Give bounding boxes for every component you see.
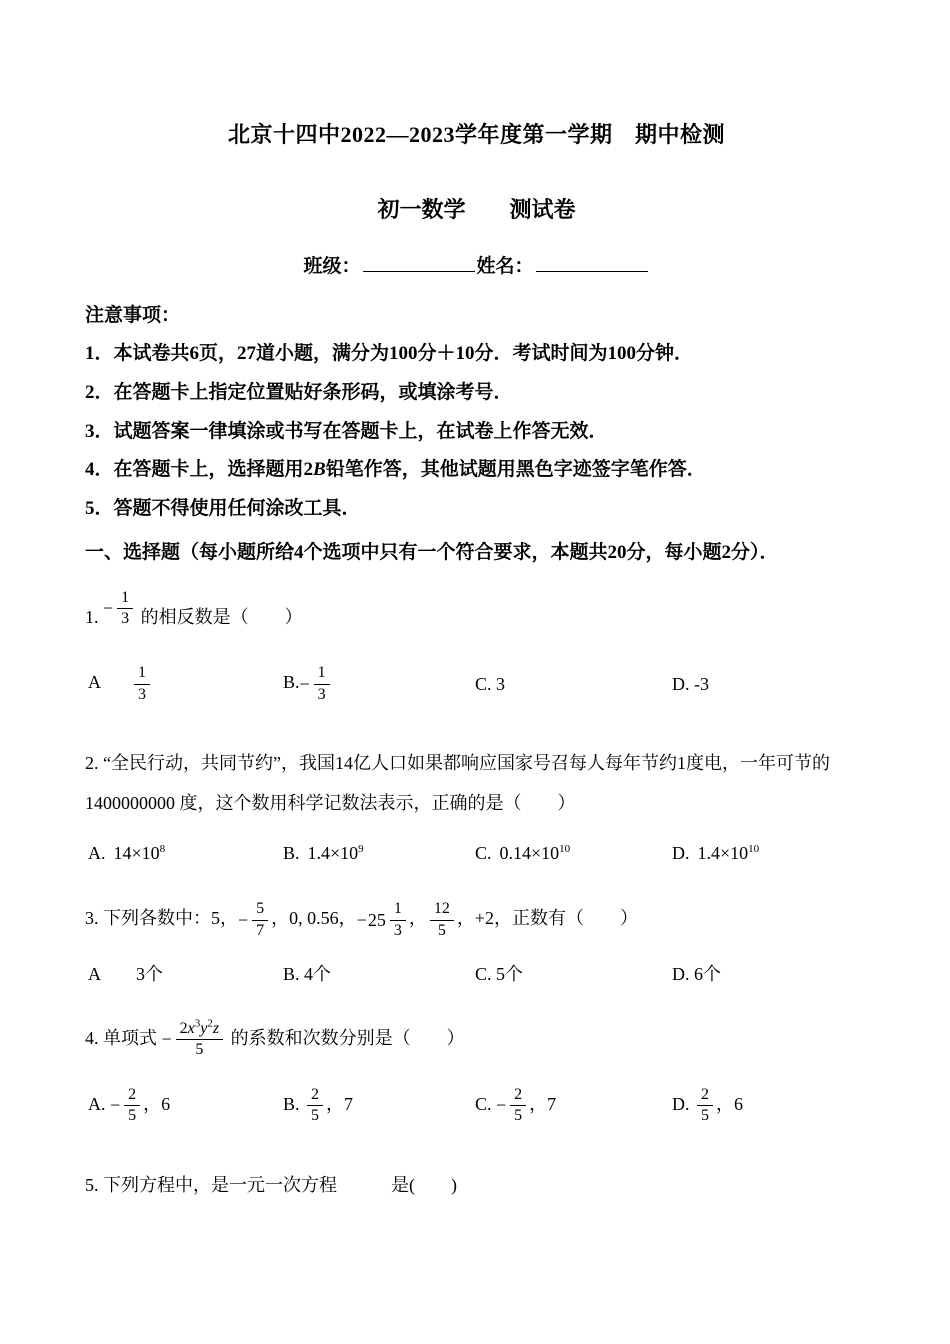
question-5 [85,1172,868,1199]
question-1-fraction: − $\frac{1}{3}$ [103,589,136,629]
name-blank [536,252,648,272]
notice-item-4 [85,458,868,482]
name-label: 姓名： [476,256,534,277]
question-3-text: ，0, 0.56， [271,908,357,929]
question-2-options [88,843,868,864]
notice-item-5: 5．答题不得使用任何涂改工具． [85,498,361,519]
notice-item-1: 1．本试卷共6页，27道小题，满分为100分＋10分．考试时间为100分钟． [85,343,694,364]
sci-notation: $1.4\times 10^9$ [307,843,364,864]
sci-notation: $0.14\times 10^{10}$ [499,843,571,864]
question-4-text: 的系数和次数分别是（ ） [230,1028,465,1049]
question-2-line2: 1400000000 度，这个数用科学记数法表示，正确的是（ ） [85,792,576,813]
notice-heading: 注意事项： [85,305,181,326]
section-heading: 一、选择题（每小题所给4个选项中只有一个符合要求，本题共20分，每小题2分）． [85,541,779,563]
question-1-text: 的相反数是（ ） [140,606,303,627]
question-3-text: 3. 下列各数中：5， [85,908,238,929]
notice-section [85,300,868,565]
option-2d: D. $1.4\times 10^{10}$ [672,843,760,864]
question-3-text: ， [408,908,427,929]
exam-title: 北京十四中2022—2023学年度第一学期 期中检测 [227,122,725,147]
option-3d: D. 6个 [672,964,721,985]
option-2b: B. $1.4\times 10^9$ [283,843,364,864]
notice-item-4-text2: 铅笔作答，其他试题用黑色字迹签字笔作答． [325,459,706,481]
option-4b: B. $\frac{2}{5}$ ，7 [283,1085,354,1125]
notice-item-3: 3．试题答案一律填涂或书写在答题卡上，在试卷上作答无效． [85,420,608,442]
fraction: $\frac{2}{5}$ [304,1086,326,1126]
option-1b: B.− $\frac{1}{3}$ [283,664,475,704]
option-3a: A 3个 [88,964,164,985]
notice-item-2: 2．在答题卡上指定位置贴好条形码，或填涂考号． [85,381,513,403]
question-4-options [88,1086,868,1126]
question-3-options [88,960,868,986]
mixed-number: −25 $\frac{1}{3}$ [357,900,409,940]
option-4a: A. − $\frac{2}{5}$ ，6 [88,1085,171,1125]
question-4-text: 4. 单项式 [85,1028,157,1049]
fraction: − $\frac{1}{3}$ [300,664,333,704]
option-3b: B. 4个 [283,964,332,985]
option-2c: C. $0.14\times 10^{10}$ [475,843,571,864]
fraction: − $\frac{5}{7}$ [238,900,271,940]
question-2-line1: 2. “全民行动，共同节约”，我国14亿人口如果都响应国家号召每人每年节约1度电，一年可节的 [85,753,830,774]
class-blank [363,252,475,272]
fraction: − $\frac{2}{5}$ [110,1086,143,1126]
question-1-options [88,664,868,704]
fraction: − $\frac{2}{5}$ [496,1086,529,1126]
option-4c: C. − $\frac{2}{5}$ ，7 [475,1085,557,1125]
class-label: 班级： [303,256,361,277]
option-1c: C. 3 [475,673,506,694]
monomial-fraction: − $\frac{2x^3y^2z}{5}$ [162,1020,227,1060]
notice-item-4-italic: B [313,459,326,481]
question-5-text: 5. 下列方程中，是一元一次方程 是( ) [85,1174,457,1195]
question-2 [85,744,868,823]
sci-notation: $1.4\times 10^{10}$ [697,843,760,864]
fraction: $\frac{2}{5}$ [694,1086,716,1126]
notice-item-4-text: 4．在答题卡上，选择题用2 [85,459,314,481]
fraction: $\frac{12}{5}$ [427,900,457,940]
question-1-number: 1. [85,606,99,627]
option-4d: D. $\frac{2}{5}$ ，6 [672,1085,743,1125]
option-1a: A $\frac{1}{3}$ [88,664,283,704]
sci-notation: $14\times 10^8$ [113,843,166,864]
question-4 [85,1017,868,1060]
question-1 [85,588,868,639]
class-name-line [85,251,868,278]
question-3-text: ，+2，正数有（ ） [456,908,638,929]
option-3c: C. 5个 [475,964,524,985]
question-3 [85,900,868,940]
option-2a: A. $14\times 10^8$ [88,843,166,864]
fraction: $\frac{1}{3}$ [131,664,153,704]
option-1d: D. -3 [672,673,709,694]
exam-subtitle: 初一数学 测试卷 [377,197,576,222]
